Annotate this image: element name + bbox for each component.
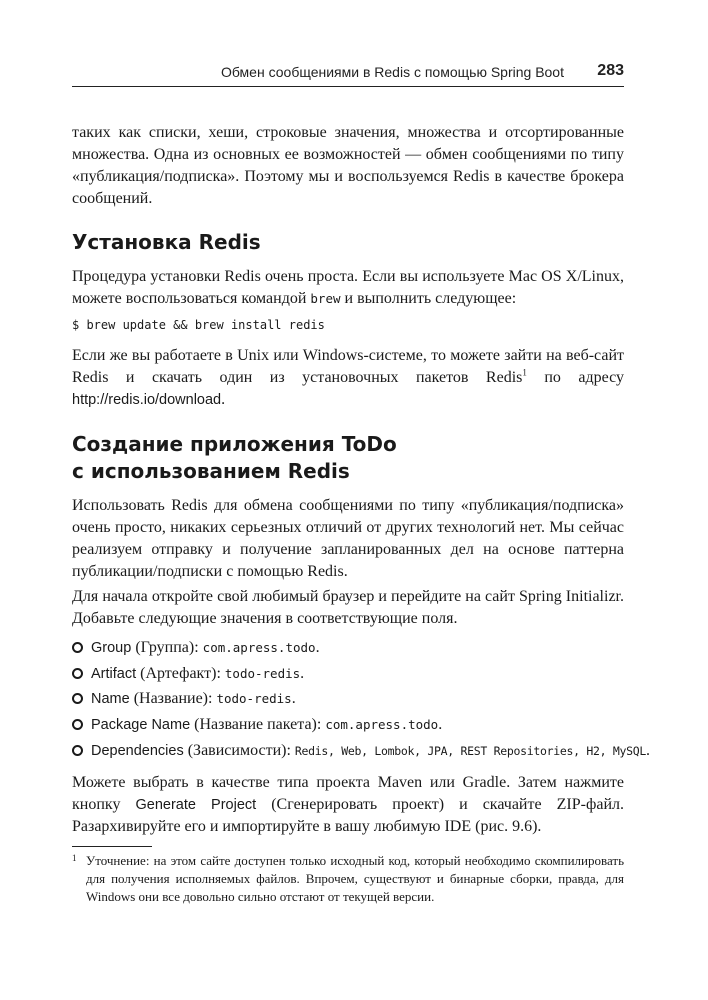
field-name: Dependencies: [91, 743, 184, 759]
list-item-package-name: [72, 714, 624, 736]
todo-heading-line1: Создание приложения ToDo: [72, 432, 397, 456]
field-end: .: [291, 690, 296, 707]
field-translation: (Группа):: [131, 639, 203, 656]
footnote-text: Уточнение: на этом сайте доступен только исходный код, который необходимо скомпилировать для получения исполняемых файлов. Впрочем, существуют и бинарные сборки, правда, для Windows они все довольно сильно отстают от текущей версии.: [86, 853, 624, 904]
todo-paragraph-1: Использовать Redis для обмена сообщениями по типу «публикация/подписка» очень просто, никаких серьезных отличий от других технологий нет. Мы сейчас реализуем отправку и получение запланированных дел на основе паттерна публикации/подписки с помощью Redis.: [72, 497, 624, 580]
field-end: .: [438, 716, 443, 733]
field-value: Redis, Web, Lombok, JPA, REST Repositories, H2, MySQL: [294, 744, 646, 758]
list-item-name: [72, 688, 624, 710]
install-paragraph-2: [72, 345, 624, 411]
todo-heading: [72, 431, 397, 485]
install-p2-text: Если же вы работаете в Unix или Windows-системе, то можете зайти на веб-сайт Redis и скачать один из установочных пакетов Redis: [72, 347, 624, 386]
field-end: .: [645, 742, 650, 759]
bullet-circle-icon: [72, 668, 83, 679]
footnote-ref[interactable]: 1: [522, 367, 527, 378]
bullet-circle-icon: [72, 745, 83, 756]
footnote: [72, 852, 624, 906]
list-item-dependencies: [72, 740, 650, 762]
install-command: $ brew update && brew install redis: [72, 318, 325, 332]
bullet-circle-icon: [72, 693, 83, 704]
todo-paragraph-2: Для начала откройте свой любимый браузер и перейдите на сайт Spring Initializr. Добавьте следующие значения в соответствующие поля.: [72, 588, 624, 627]
todo-heading-line2: с использованием Redis: [72, 459, 350, 483]
field-translation: (Название):: [129, 690, 217, 707]
field-name: Artifact: [91, 666, 137, 682]
brew-inline-code: brew: [310, 291, 341, 306]
install-heading: Установка Redis: [72, 230, 261, 254]
field-name: Name: [91, 691, 130, 707]
install-p1-text-end: и выполнить следующее:: [340, 290, 517, 307]
page-number: 283: [597, 62, 624, 79]
footnote-number: 1: [72, 853, 77, 863]
intro-paragraph: таких как списки, хеши, строковые значения, множества и отсортированные множества. Одна из основных ее возможностей — обмен сообщениями по типу «публикация/подписка». Поэтому мы и воспользуемся Redis в качестве брокера сообщений.: [72, 124, 624, 207]
field-end: .: [300, 665, 305, 682]
field-end: .: [315, 639, 320, 656]
install-p1-text: Процедура установки Redis очень проста. Если вы используете Mac OS X/Linux, можете воспользоваться командой: [72, 268, 624, 307]
field-translation: (Артефакт):: [136, 665, 225, 682]
install-paragraph-1: [72, 266, 624, 310]
bullet-circle-icon: [72, 719, 83, 730]
generate-project-label: Generate Project: [135, 797, 257, 813]
field-translation: (Название пакета):: [190, 716, 326, 733]
list-item-artifact: [72, 663, 624, 685]
field-name: Package Name: [91, 717, 191, 733]
list-item-group: [72, 637, 624, 659]
field-value: com.apress.todo: [325, 717, 439, 732]
field-value: todo-redis: [216, 691, 292, 706]
field-value: com.apress.todo: [202, 640, 316, 655]
bullet-circle-icon: [72, 642, 83, 653]
field-name: Group: [91, 640, 132, 656]
footnote-divider: [72, 846, 152, 847]
install-p2-end: .: [221, 391, 226, 408]
running-header-title: Обмен сообщениями в Redis с помощью Spring Boot: [220, 64, 564, 80]
field-translation: (Зависимости):: [183, 742, 295, 759]
field-value: todo-redis: [224, 666, 301, 681]
install-p2-mid: по адресу: [526, 369, 624, 386]
todo-paragraph-3: [72, 772, 624, 838]
todo-p3-text-end: (Сгенерировать проект) и скачайте ZIP-файл. Разархивируйте его и импортируйте в вашу любимую IDE (рис. 9.6).: [72, 796, 624, 835]
todo-p3-text: Можете выбрать в качестве типа проекта Maven или Gradle. Затем нажмите кнопку: [72, 774, 624, 813]
running-header: [72, 60, 624, 87]
redis-download-link[interactable]: http://redis.io/download: [72, 392, 222, 408]
